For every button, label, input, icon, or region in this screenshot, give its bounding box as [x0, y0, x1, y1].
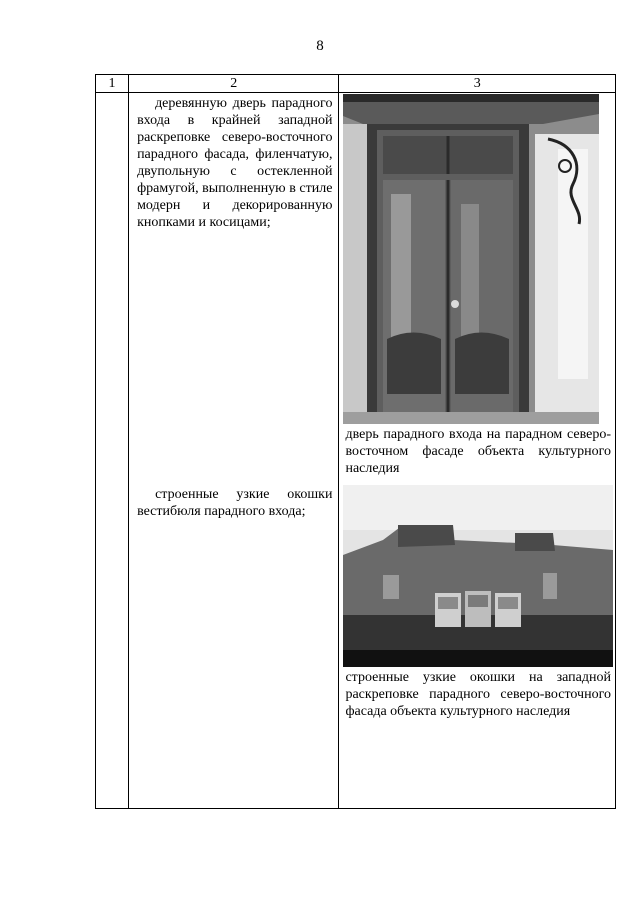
table-header-row [96, 75, 616, 93]
table-row [96, 93, 616, 478]
description-cell [129, 93, 339, 478]
table-row-spacer [96, 477, 616, 484]
facade-photo [343, 485, 613, 667]
row-2-caption: строенные узкие окошки на западной раскреповке парадного северо-восточного фасада объекта культурного наследия [345, 670, 611, 719]
photo-cell [339, 93, 616, 478]
row-2-description: строенные узкие окошки вестибюля парадного входа; [137, 487, 333, 519]
row-1-caption: дверь парадного входа на парадном северо-восточном фасаде объекта культурного наследия [345, 427, 611, 476]
number-cell [96, 93, 129, 809]
photo-cell [339, 484, 616, 809]
column-header-2: 2 [129, 75, 339, 93]
row-1-description: деревянную дверь парадного входа в крайней западной раскреповке северо-восточного парадного фасада, филенчатую, двупольную с остекленной фрамугой, выполненную в стиле модерн и декорированную кнопками и косицами; [137, 96, 333, 230]
table-row [96, 484, 616, 809]
page-number: 8 [316, 38, 324, 54]
column-header-1: 1 [96, 75, 129, 93]
heritage-table [95, 74, 616, 809]
column-header-3: 3 [339, 75, 616, 93]
door-photo [343, 94, 599, 424]
description-cell [129, 484, 339, 809]
